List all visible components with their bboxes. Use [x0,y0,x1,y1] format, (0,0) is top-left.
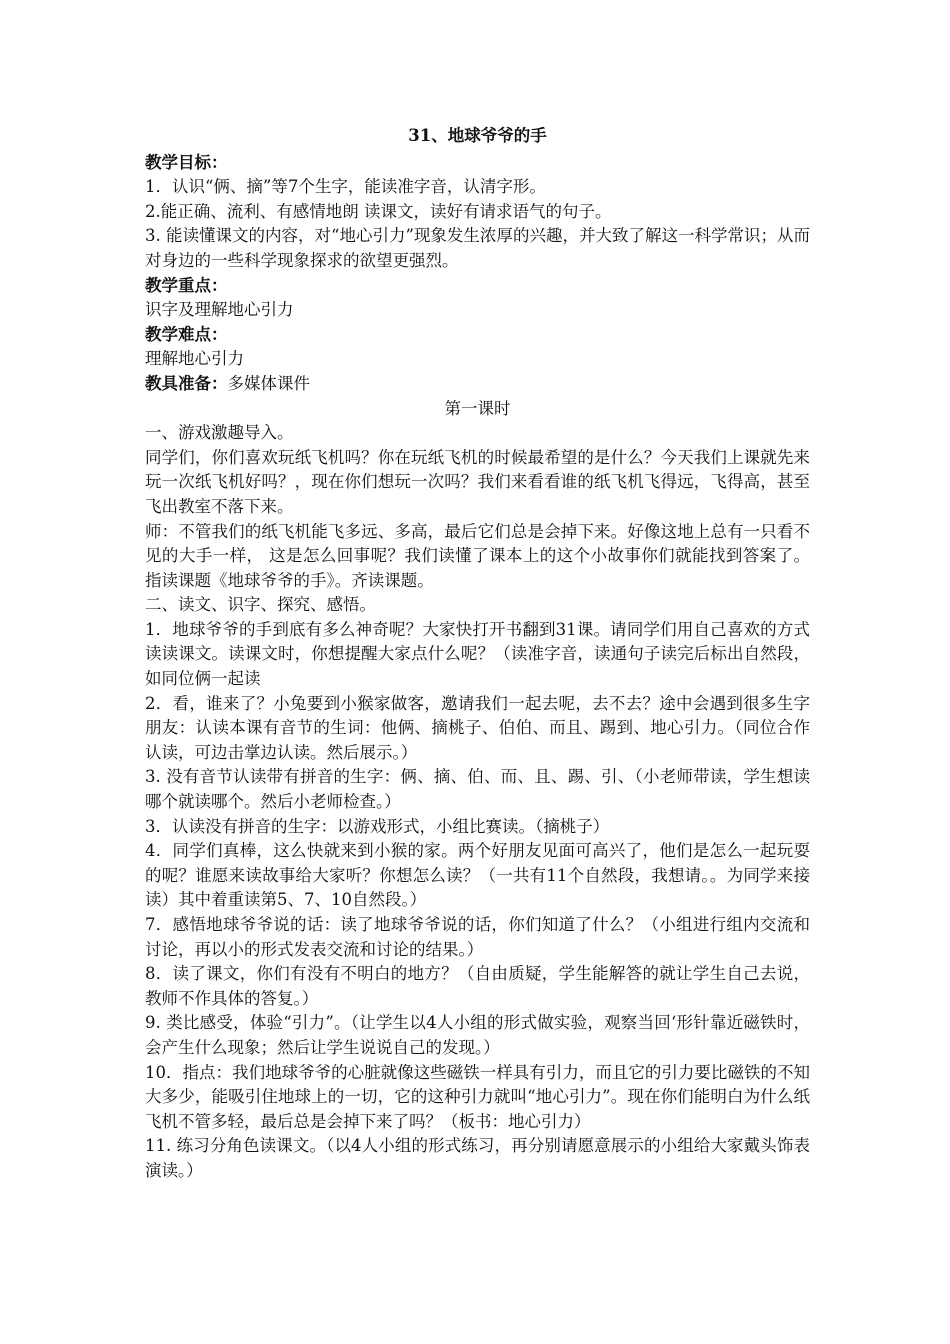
body-paragraph: 3．认读没有拼音的生字：以游戏形式，小组比赛读。（摘桃子） [145,816,610,836]
body-paragraph: 同学们，你们喜欢玩纸飞机吗？你在玩纸飞机的时候最希望的是什么？今天我们上课就先来玩一次纸飞机好吗？，现在你们想玩一次吗？我们来看看谁的纸飞机飞得远，飞得高，甚至飞出教室不落下来。 [145,447,810,516]
body-paragraph: 3. 没有音节认读带有拼音的生字：俩、摘、伯、而、且、踢、引、（小老师带读，学生想读哪个就读哪个。然后小老师检查。） [145,767,810,812]
tools-line [145,372,810,397]
goal-item: 3. 能读懂课文的内容，对“地心引力”现象发生浓厚的兴趣，并大致了解这一科学常识；从而对身边的一些科学现象探求的欲望更强烈。 [145,226,810,270]
document-page [145,124,810,1184]
body-paragraph: 8．读了课文，你们有没有不明白的地方？（自由质疑，学生能解答的就让学生自己去说，教师不作具体的答复。） [145,964,810,1008]
body-paragraph: 9. 类比感受，体验“引力”。（让学生以4人小组的形式做实验，观察当回‘形针靠近磁铁时，会产生什么现象；然后让学生说说自己的发现。） [145,1013,810,1057]
body-paragraph: 1．地球爷爷的手到底有多么神奇呢？大家快打开书翻到31课。请同学们用自己喜欢的方式读读课文。读课文时，你想提醒大家点什么呢？（读准字音，读通句子读完后标出自然段，如同位俩一起读 [145,619,810,689]
body-paragraph: 2．看，谁来了？小兔要到小猴家做客，邀请我们一起去呢，去不去？途中会遇到很多生字朋友：认读本课有音节的生词：他俩、摘桃子、伯伯、而且、踢到、地心引力。（同位合作认读，可边击掌边认读。然后展示。） [145,693,810,762]
body-paragraph: 10．指点：我们地球爷爷的心脏就像这些磁铁一样具有引力，而且它的引力要比磁铁的不知大多少，能吸引住地球上的一切，它的这种引力就叫“地心引力”。现在你们能明白为什么纸飞机不管多轻，最后总是会掉下来了吗？（板书：地心引力） [145,1062,810,1131]
goal-item: 1．认识“俩、摘”等7个生字，能读准字音，认清字形。 [145,177,546,197]
body-paragraph: 7．感悟地球爷爷说的话：读了地球爷爷说的话，你们知道了什么？（小组进行组内交流和讨论，再以小的形式发表交流和讨论的结果。） [145,915,810,959]
key-heading: 教学重点： [145,275,228,295]
body-paragraph: 11. 练习分角色读课文。（以4人小组的形式练习，再分别请愿意展示的小组给大家戴头饰表演读。） [145,1136,810,1180]
lesson-label: 第一课时 [444,398,511,418]
tools-heading: 教具准备： [145,373,228,393]
goals-heading: 教学目标： [145,152,228,172]
key-text: 识字及理解地心引力 [145,300,294,320]
body-paragraph: 二、读文、识字、探究、感悟。 [145,595,376,615]
body-paragraph: 师：不管我们的纸飞机能飞多远、多高，最后它们总是会掉下来。好像这地上总有一只看不见的大手一样， 这是怎么回事呢？我们读懂了课本上的这个小故事你们就能找到答案了。指读课题《地球爷爷的手》。齐读课题。 [145,521,810,590]
difficulty-heading: 教学难点： [145,324,228,344]
tools-text: 多媒体课件 [227,373,310,393]
goal-item: 2.能正确、流利、有感情地朗 读课文，读好有请求语气的句子。 [145,201,612,221]
difficulty-text: 理解地心引力 [145,349,244,369]
body-paragraph: 4．同学们真棒，这么快就来到小猴的家。两个好朋友见面可高兴了，他们是怎么一起玩耍的呢？谁愿来读故事给大家听？你想怎么读？（一共有11个自然段，我想请。。为同学来接读）其中着重读第5、7、10自然段。） [145,841,810,910]
body-paragraph: 一、游戏激趣导入。 [145,423,294,443]
document-title: 31、地球爷爷的手 [408,126,547,145]
